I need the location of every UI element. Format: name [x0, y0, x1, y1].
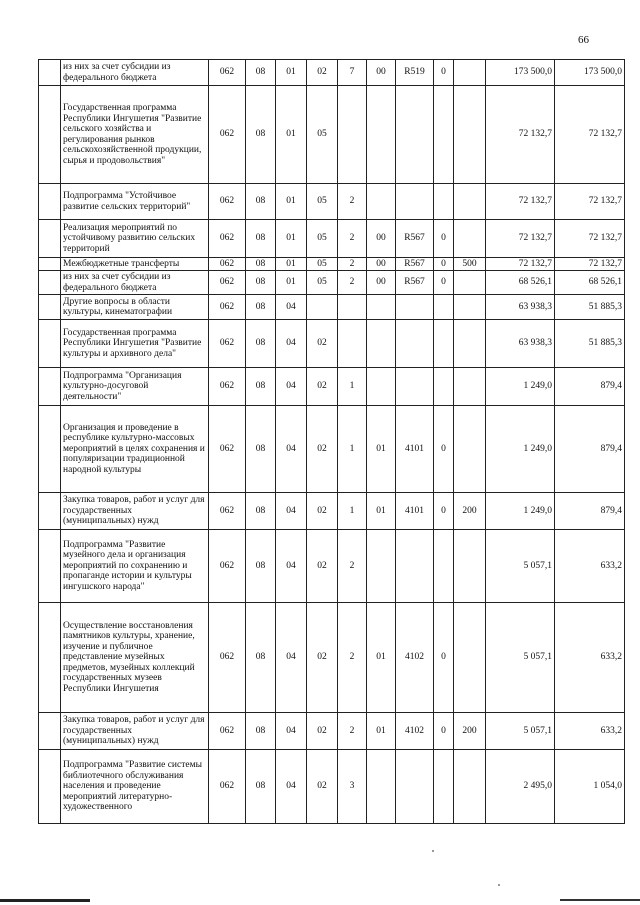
- blank-cell: [39, 493, 61, 530]
- code-section: 08: [246, 713, 276, 750]
- code-expense-type: [454, 406, 486, 493]
- amount-executed: 72 132,7: [555, 220, 625, 258]
- code-main-activity: [367, 184, 396, 220]
- item-name: из них за счет субсидии из федерального бюджета: [61, 271, 209, 295]
- code-expense-type: [454, 86, 486, 184]
- blank-cell: [39, 86, 61, 184]
- blank-cell: [39, 184, 61, 220]
- code-zero: 0: [434, 271, 454, 295]
- code-subsection: 01: [276, 60, 307, 86]
- table-row: [39, 258, 625, 271]
- amount-executed: 633,2: [555, 530, 625, 603]
- blank-cell: [39, 603, 61, 713]
- page-number: 66: [578, 34, 589, 46]
- code-section: 08: [246, 295, 276, 320]
- code-direction: R567: [396, 271, 434, 295]
- amount-planned: 72 132,7: [486, 86, 555, 184]
- code-zero: [434, 86, 454, 184]
- item-name: Закупка товаров, работ и услуг для государственных (муниципальных) нужд: [61, 713, 209, 750]
- code-program: [307, 295, 338, 320]
- code-subprogram: 2: [338, 271, 367, 295]
- code-direction: 4101: [396, 406, 434, 493]
- code-grbs: 062: [209, 750, 246, 824]
- code-subsection: 01: [276, 86, 307, 184]
- item-name: Закупка товаров, работ и услуг для государственных (муниципальных) нужд: [61, 493, 209, 530]
- amount-planned: 1 249,0: [486, 493, 555, 530]
- code-subsection: 01: [276, 220, 307, 258]
- code-subprogram: 3: [338, 750, 367, 824]
- blank-cell: [39, 320, 61, 368]
- code-direction: [396, 530, 434, 603]
- code-direction: [396, 368, 434, 406]
- code-subprogram: 2: [338, 713, 367, 750]
- code-expense-type: [454, 750, 486, 824]
- item-name: Государственная программа Республики Ингушетия "Развитие сельского хозяйства и регулирования рынков сельскохозяйственной продукции, сырья и продовольствия": [61, 86, 209, 184]
- code-section: 08: [246, 258, 276, 271]
- amount-executed: 633,2: [555, 713, 625, 750]
- code-grbs: 062: [209, 60, 246, 86]
- table-row: [39, 220, 625, 258]
- code-subsection: 01: [276, 184, 307, 220]
- table-row: [39, 406, 625, 493]
- code-zero: 0: [434, 603, 454, 713]
- amount-executed: 72 132,7: [555, 258, 625, 271]
- code-main-activity: [367, 750, 396, 824]
- code-main-activity: 00: [367, 258, 396, 271]
- code-grbs: 062: [209, 406, 246, 493]
- amount-planned: 72 132,7: [486, 184, 555, 220]
- amount-executed: 879,4: [555, 368, 625, 406]
- item-name: из них за счет субсидии из федерального бюджета: [61, 60, 209, 86]
- amount-executed: 72 132,7: [555, 86, 625, 184]
- code-section: 08: [246, 406, 276, 493]
- code-zero: [434, 530, 454, 603]
- code-section: 08: [246, 220, 276, 258]
- code-subprogram: 2: [338, 603, 367, 713]
- code-grbs: 062: [209, 320, 246, 368]
- amount-executed: 72 132,7: [555, 184, 625, 220]
- blank-cell: [39, 60, 61, 86]
- amount-planned: 1 249,0: [486, 368, 555, 406]
- code-subprogram: [338, 86, 367, 184]
- item-name: Осуществление восстановления памятников культуры, хранение, изучение и публичное представление музейных предметов, музейных коллекций государственных музеев Республики Ингушетия: [61, 603, 209, 713]
- amount-executed: 51 885,3: [555, 320, 625, 368]
- item-name: Подпрограмма "Развитие музейного дела и организация мероприятий по сохранению и пропаганде истории и культуры ингушского народа": [61, 530, 209, 603]
- code-direction: R567: [396, 220, 434, 258]
- code-subsection: 01: [276, 258, 307, 271]
- blank-cell: [39, 713, 61, 750]
- table-row: [39, 295, 625, 320]
- code-program: 05: [307, 86, 338, 184]
- code-main-activity: [367, 320, 396, 368]
- amount-executed: 173 500,0: [555, 60, 625, 86]
- amount-planned: 173 500,0: [486, 60, 555, 86]
- code-grbs: 062: [209, 713, 246, 750]
- code-direction: [396, 184, 434, 220]
- code-program: 02: [307, 603, 338, 713]
- code-program: 02: [307, 406, 338, 493]
- code-zero: 0: [434, 60, 454, 86]
- blank-cell: [39, 258, 61, 271]
- table-row: [39, 271, 625, 295]
- amount-executed: 879,4: [555, 406, 625, 493]
- amount-planned: 63 938,3: [486, 295, 555, 320]
- code-program: 02: [307, 368, 338, 406]
- code-zero: 0: [434, 220, 454, 258]
- item-name: Государственная программа Республики Ингушетия "Развитие культуры и архивного дела": [61, 320, 209, 368]
- amount-executed: 51 885,3: [555, 295, 625, 320]
- code-main-activity: 00: [367, 60, 396, 86]
- budget-table: [38, 59, 625, 824]
- blank-cell: [39, 750, 61, 824]
- code-main-activity: [367, 368, 396, 406]
- code-grbs: 062: [209, 530, 246, 603]
- table-row: [39, 184, 625, 220]
- code-grbs: 062: [209, 271, 246, 295]
- code-subprogram: [338, 295, 367, 320]
- code-grbs: 062: [209, 368, 246, 406]
- code-grbs: 062: [209, 220, 246, 258]
- code-zero: 0: [434, 258, 454, 271]
- code-expense-type: [454, 271, 486, 295]
- code-subsection: 04: [276, 493, 307, 530]
- code-program: 02: [307, 713, 338, 750]
- table-row: [39, 60, 625, 86]
- amount-planned: 68 526,1: [486, 271, 555, 295]
- code-main-activity: 01: [367, 406, 396, 493]
- code-expense-type: 500: [454, 258, 486, 271]
- code-zero: 0: [434, 493, 454, 530]
- item-name: Другие вопросы в области культуры, кинематографии: [61, 295, 209, 320]
- code-program: 05: [307, 258, 338, 271]
- code-expense-type: [454, 530, 486, 603]
- code-subprogram: 2: [338, 220, 367, 258]
- amount-executed: 1 054,0: [555, 750, 625, 824]
- code-program: 02: [307, 750, 338, 824]
- code-grbs: 062: [209, 295, 246, 320]
- code-grbs: 062: [209, 258, 246, 271]
- amount-executed: 879,4: [555, 493, 625, 530]
- code-grbs: 062: [209, 86, 246, 184]
- code-subprogram: [338, 320, 367, 368]
- code-section: 08: [246, 320, 276, 368]
- code-program: 02: [307, 320, 338, 368]
- code-expense-type: 200: [454, 713, 486, 750]
- code-expense-type: 200: [454, 493, 486, 530]
- table-row: [39, 713, 625, 750]
- code-section: 08: [246, 60, 276, 86]
- code-expense-type: [454, 320, 486, 368]
- code-direction: 4101: [396, 493, 434, 530]
- code-program: 05: [307, 184, 338, 220]
- amount-planned: 2 495,0: [486, 750, 555, 824]
- blank-cell: [39, 368, 61, 406]
- code-subprogram: 1: [338, 368, 367, 406]
- code-direction: 4102: [396, 713, 434, 750]
- code-subprogram: 1: [338, 493, 367, 530]
- amount-planned: 72 132,7: [486, 258, 555, 271]
- blank-cell: [39, 530, 61, 603]
- code-expense-type: [454, 220, 486, 258]
- amount-planned: 72 132,7: [486, 220, 555, 258]
- item-name: Организация и проведение в республике культурно-массовых мероприятий в целях сохранения и популяризации традиционной народной культуры: [61, 406, 209, 493]
- code-subsection: 04: [276, 713, 307, 750]
- code-program: 02: [307, 530, 338, 603]
- code-program: 02: [307, 60, 338, 86]
- code-expense-type: [454, 368, 486, 406]
- code-section: 08: [246, 493, 276, 530]
- code-zero: [434, 295, 454, 320]
- code-section: 08: [246, 603, 276, 713]
- code-subprogram: 7: [338, 60, 367, 86]
- code-direction: R567: [396, 258, 434, 271]
- code-direction: [396, 295, 434, 320]
- blank-cell: [39, 295, 61, 320]
- code-zero: 0: [434, 406, 454, 493]
- code-direction: [396, 750, 434, 824]
- table-row: [39, 320, 625, 368]
- code-main-activity: 01: [367, 603, 396, 713]
- scan-speck: [432, 850, 434, 852]
- code-subsection: 04: [276, 406, 307, 493]
- code-main-activity: 01: [367, 713, 396, 750]
- code-subsection: 04: [276, 368, 307, 406]
- code-grbs: 062: [209, 603, 246, 713]
- code-section: 08: [246, 86, 276, 184]
- code-section: 08: [246, 368, 276, 406]
- table-row: [39, 750, 625, 824]
- item-name: Межбюджетные трансферты: [61, 258, 209, 271]
- code-direction: [396, 320, 434, 368]
- item-name: Подпрограмма "Развитие системы библиотечного обслуживания населения и проведение мероприятий литературно-художественного: [61, 750, 209, 824]
- code-subprogram: 2: [338, 258, 367, 271]
- code-program: 02: [307, 493, 338, 530]
- code-grbs: 062: [209, 184, 246, 220]
- code-section: 08: [246, 271, 276, 295]
- item-name: Подпрограмма "Устойчивое развитие сельских территорий": [61, 184, 209, 220]
- code-subprogram: 2: [338, 530, 367, 603]
- item-name: Реализация мероприятий по устойчивому развитию сельских территорий: [61, 220, 209, 258]
- table-row: [39, 368, 625, 406]
- item-name: Подпрограмма "Организация культурно-досуговой деятельности": [61, 368, 209, 406]
- scan-speck: [498, 884, 500, 886]
- code-main-activity: 00: [367, 220, 396, 258]
- code-expense-type: [454, 295, 486, 320]
- code-subsection: 01: [276, 271, 307, 295]
- amount-planned: 5 057,1: [486, 603, 555, 713]
- amount-planned: 5 057,1: [486, 713, 555, 750]
- code-main-activity: 00: [367, 271, 396, 295]
- code-subprogram: 2: [338, 184, 367, 220]
- code-main-activity: [367, 530, 396, 603]
- amount-executed: 633,2: [555, 603, 625, 713]
- code-subsection: 04: [276, 295, 307, 320]
- code-main-activity: [367, 295, 396, 320]
- code-section: 08: [246, 530, 276, 603]
- scan-edge-mark: [0, 899, 90, 902]
- code-main-activity: [367, 86, 396, 184]
- code-section: 08: [246, 184, 276, 220]
- table-row: [39, 530, 625, 603]
- code-main-activity: 01: [367, 493, 396, 530]
- code-zero: [434, 750, 454, 824]
- amount-planned: 1 249,0: [486, 406, 555, 493]
- code-zero: [434, 320, 454, 368]
- code-subsection: 04: [276, 750, 307, 824]
- code-program: 05: [307, 271, 338, 295]
- amount-planned: 63 938,3: [486, 320, 555, 368]
- code-expense-type: [454, 184, 486, 220]
- table-row: [39, 603, 625, 713]
- code-zero: [434, 368, 454, 406]
- code-direction: [396, 86, 434, 184]
- code-program: 05: [307, 220, 338, 258]
- code-direction: R519: [396, 60, 434, 86]
- table-row: [39, 86, 625, 184]
- code-subsection: 04: [276, 603, 307, 713]
- amount-planned: 5 057,1: [486, 530, 555, 603]
- code-subsection: 04: [276, 530, 307, 603]
- code-subprogram: 1: [338, 406, 367, 493]
- code-subsection: 04: [276, 320, 307, 368]
- code-grbs: 062: [209, 493, 246, 530]
- amount-executed: 68 526,1: [555, 271, 625, 295]
- code-section: 08: [246, 750, 276, 824]
- code-zero: 0: [434, 713, 454, 750]
- code-expense-type: [454, 603, 486, 713]
- blank-cell: [39, 406, 61, 493]
- table-row: [39, 493, 625, 530]
- blank-cell: [39, 220, 61, 258]
- blank-cell: [39, 271, 61, 295]
- code-direction: 4102: [396, 603, 434, 713]
- code-zero: [434, 184, 454, 220]
- code-expense-type: [454, 60, 486, 86]
- scan-edge-mark-right: [560, 899, 640, 901]
